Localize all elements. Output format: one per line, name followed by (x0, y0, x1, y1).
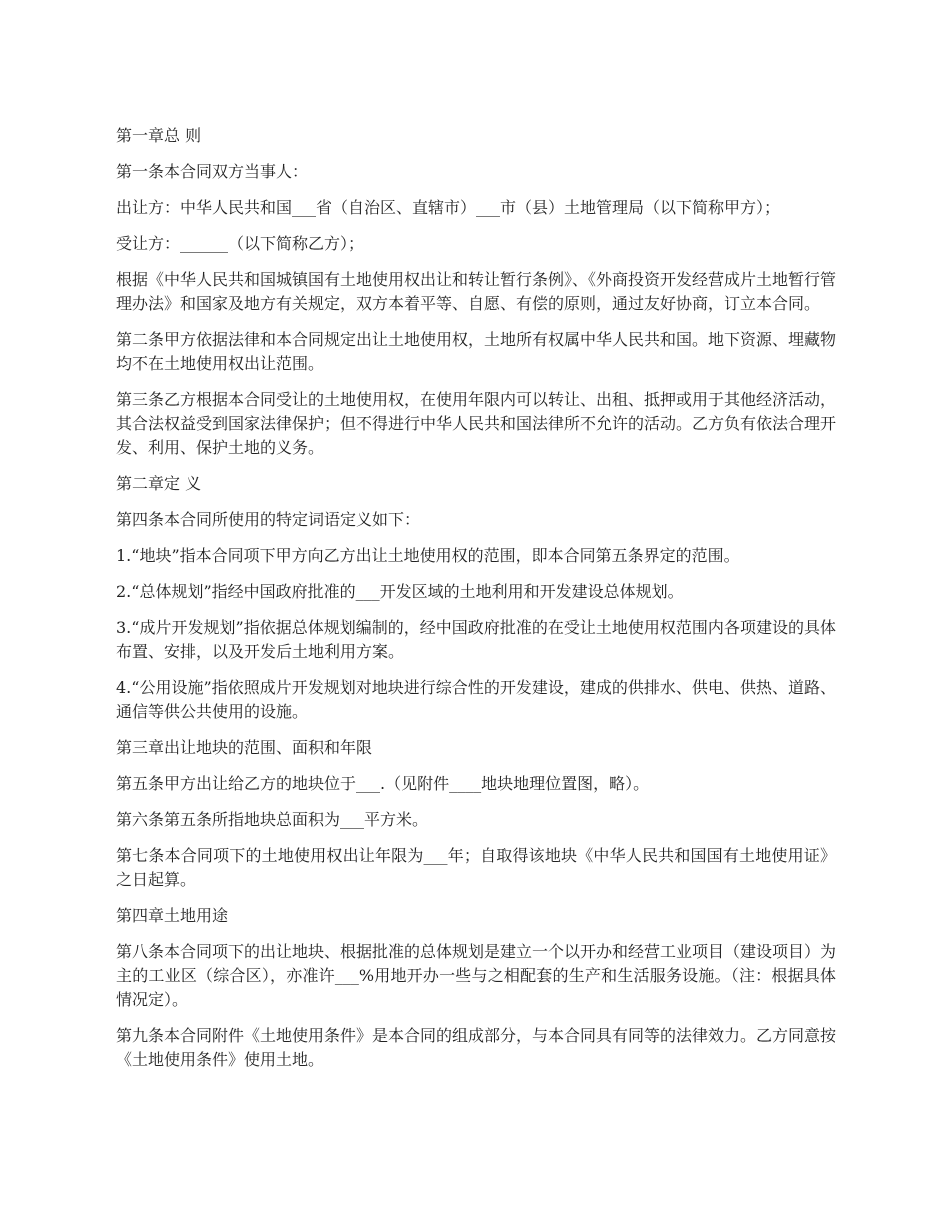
article-paragraph: 第一条本合同双方当事人： (116, 162, 309, 181)
chapter-heading: 第一章总 则 (116, 126, 202, 145)
article-paragraph: 第七条本合同项下的土地使用权出让年限为___年；自取得该地块《中华人民共和国国有土地使用证》之日起算。 (116, 846, 836, 889)
article-paragraph: 第三条乙方根据本合同受让的土地使用权，在使用年限内可以转让、出租、抵押或用于其他经济活动，其合法权益受到国家法律保护；但不得进行中华人民共和国法律所不允许的活动。乙方负有依法合理开发、利用、保护土地的义务。 (116, 390, 837, 457)
chapter-heading: 第二章定 义 (116, 474, 202, 493)
article-paragraph: 第六条第五条所指地块总面积为___平方米。 (116, 810, 429, 829)
definition-item: 1.“地块”指本合同项下甲方向乙方出让土地使用权的范围，即本合同第五条界定的范围。 (116, 546, 740, 565)
article-paragraph: 第九条本合同附件《土地使用条件》是本合同的组成部分，与本合同具有同等的法律效力。乙方同意按《土地使用条件》使用土地。 (116, 1026, 837, 1069)
article-paragraph: 第二条甲方依据法律和本合同规定出让土地使用权，土地所有权属中华人民共和国。地下资源、埋藏物均不在土地使用权出让范围。 (116, 330, 837, 373)
chapter-heading: 第三章出让地块的范围、面积和年限 (116, 738, 373, 757)
party-paragraph: 出让方：中华人民共和国___省（自治区、直辖市）___市（县）土地管理局（以下简称甲方）； (116, 198, 781, 217)
definition-item: 2.“总体规划”指经中国政府批准的___开发区域的土地利用和开发建设总体规划。 (116, 582, 684, 601)
party-paragraph: 受让方：______（以下简称乙方）； (116, 234, 365, 253)
article-paragraph: 第五条甲方出让给乙方的地块位于___.（见附件____地块地理位置图，略）。 (116, 774, 650, 793)
chapter-heading: 第四章土地用途 (116, 906, 229, 925)
document-body (116, 124, 836, 1084)
article-paragraph: 第四条本合同所使用的特定词语定义如下： (116, 510, 421, 529)
definition-item: 3.“成片开发规划”指依据总体规划编制的，经中国政府批准的在受让土地使用权范围内各项建设的具体布置、安排，以及开发后土地利用方案。 (116, 618, 836, 661)
definition-item: 4.“公用设施”指依照成片开发规划对地块进行综合性的开发建设，建成的供排水、供电、供热、道路、通信等供公共使用的设施。 (116, 678, 836, 721)
article-paragraph: 第八条本合同项下的出让地块、根据批准的总体规划是建立一个以开办和经营工业项目（建设项目）为主的工业区（综合区），亦准许___%用地开办一些与之相配套的生产和生活服务设施。（注：根据具体情况定）。 (116, 942, 837, 1009)
body-paragraph: 根据《中华人民共和国城镇国有土地使用权出让和转让暂行条例》、《外商投资开发经营成片土地暂行管理办法》和国家及地方有关规定，双方本着平等、自愿、有偿的原则，通过友好协商，订立本合同。 (116, 270, 837, 313)
